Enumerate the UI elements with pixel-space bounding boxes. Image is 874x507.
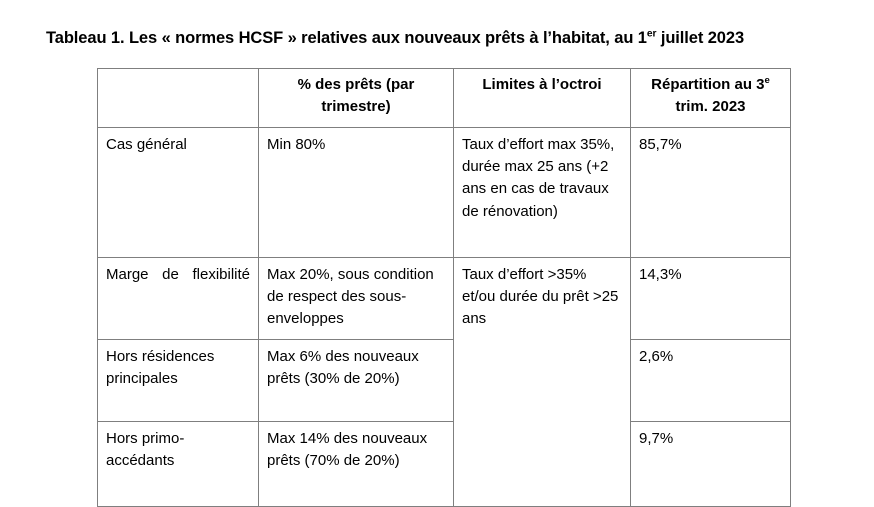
cell-category-0: Cas général: [98, 128, 259, 258]
cell-share-3: Max 14% des nouveaux prêts (70% de 20%): [259, 422, 454, 507]
hcsf-norms-table: [97, 68, 791, 507]
column-header-limits: Limites à l’octroi: [454, 69, 631, 128]
column-header-share: % des prêts (par trimestre): [259, 69, 454, 128]
cell-share-1: Max 20%, sous condition de respect des sous-enveloppes: [259, 258, 454, 340]
page-title-superscript: er: [646, 28, 657, 40]
cell-limits-merged: Taux d’effort >35% et/ou durée du prêt >25 ans: [454, 258, 631, 507]
table-row: [98, 258, 791, 340]
table-row: [98, 422, 791, 507]
cell-repartition-0: 85,7%: [631, 128, 791, 258]
page-title-suffix: juillet 2023: [656, 29, 745, 47]
table-row: [98, 340, 791, 422]
page-title-prefix: Tableau 1. Les « normes HCSF » relatives aux nouveaux prêts à l’habitat, au 1: [46, 29, 647, 47]
cell-category-2: Hors résidences principales: [98, 340, 259, 422]
column-header-repartition-superscript: e: [764, 75, 770, 86]
column-header-repartition-suffix: trim. 2023: [675, 98, 746, 116]
hcsf-norms-table-container: [97, 68, 790, 507]
cell-repartition-2: 2,6%: [631, 340, 791, 422]
cell-category-3: Hors primo-accédants: [98, 422, 259, 507]
column-header-repartition-prefix: Répartition au 3: [651, 76, 765, 93]
table-row: [98, 128, 791, 258]
cell-category-1: Marge de flexibilité: [98, 258, 259, 340]
cell-repartition-3: 9,7%: [631, 422, 791, 507]
cell-share-2: Max 6% des nouveaux prêts (30% de 20%): [259, 340, 454, 422]
page-title: [46, 28, 846, 49]
column-header-repartition: [631, 69, 791, 128]
column-header-category: [98, 69, 259, 128]
cell-repartition-1: 14,3%: [631, 258, 791, 340]
cell-limits-0: Taux d’effort max 35%, durée max 25 ans (+2 ans en cas de travaux de rénovation): [454, 128, 631, 258]
cell-share-0: Min 80%: [259, 128, 454, 258]
table-header-row: [98, 69, 791, 128]
